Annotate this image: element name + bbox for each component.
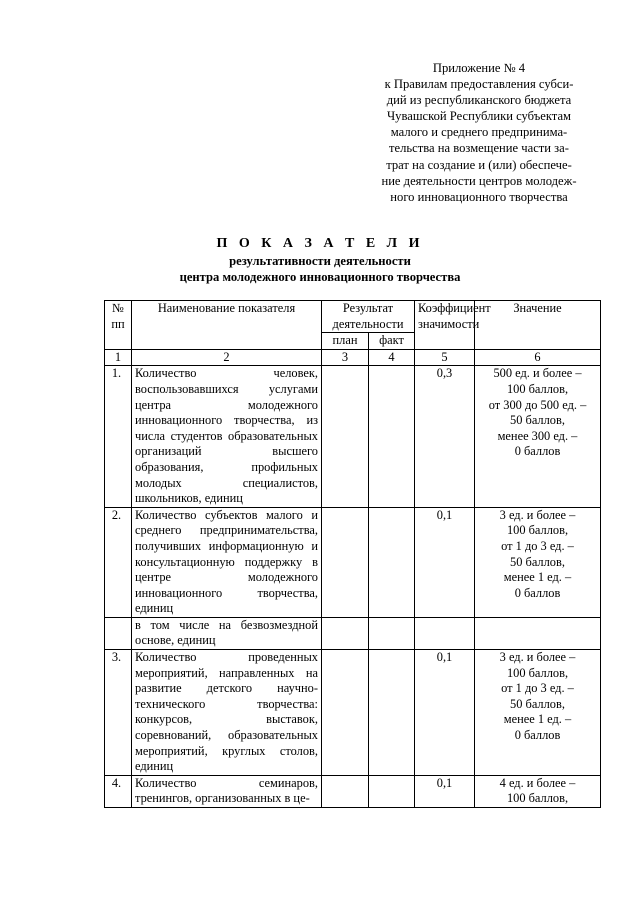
value-line: 0 баллов bbox=[514, 444, 561, 459]
header-coef: Коэффициент значимости bbox=[415, 301, 475, 350]
header-fact: факт bbox=[369, 333, 415, 350]
value-line: от 300 до 500 ед. – bbox=[488, 397, 587, 412]
value-line: 4 ед. и более – bbox=[499, 775, 576, 790]
col-number: 5 bbox=[415, 349, 475, 366]
indicator-name: в том числе на безвозмездной основе, единиц bbox=[132, 617, 322, 649]
appendix-line: к Правилам предоставления субси- bbox=[384, 77, 574, 92]
appendix-line: трат на создание и (или) обеспече- bbox=[386, 157, 572, 172]
plan-cell bbox=[322, 617, 369, 649]
table-row bbox=[105, 366, 601, 507]
plan-cell bbox=[322, 650, 369, 776]
header-row bbox=[105, 301, 601, 333]
value-cell bbox=[475, 507, 601, 617]
appendix-line: дий из республиканского бюджета bbox=[386, 93, 572, 108]
coef-cell: 0,1 bbox=[415, 507, 475, 617]
coef-cell: 0,1 bbox=[415, 650, 475, 776]
col-number: 6 bbox=[475, 349, 601, 366]
row-number: 3. bbox=[105, 650, 132, 776]
value-cell bbox=[475, 617, 601, 649]
column-number-row bbox=[105, 349, 601, 366]
fact-cell bbox=[369, 775, 415, 807]
value-line: менее 1 ед. – bbox=[503, 570, 572, 585]
value-line: 3 ед. и более – bbox=[499, 507, 576, 522]
header-num: № пп bbox=[105, 301, 132, 350]
row-number bbox=[105, 617, 132, 649]
appendix-line: тельства на возмещение части за- bbox=[389, 141, 569, 156]
col-number: 2 bbox=[132, 349, 322, 366]
appendix-text bbox=[360, 76, 598, 205]
value-line: менее 1 ед. – bbox=[503, 712, 572, 727]
col-number: 1 bbox=[105, 349, 132, 366]
fact-cell bbox=[369, 650, 415, 776]
header-name: Наименование показателя bbox=[132, 301, 322, 350]
value-line: 500 ед. и более – bbox=[493, 366, 582, 381]
plan-cell bbox=[322, 775, 369, 807]
value-line: 100 баллов, bbox=[506, 791, 569, 806]
coef-cell: 0,1 bbox=[415, 775, 475, 807]
value-cell bbox=[475, 650, 601, 776]
appendix-line: малого и среднего предпринима- bbox=[390, 125, 568, 140]
header-value: Значение bbox=[475, 301, 601, 350]
indicator-name: Количество проведенных мероприятий, направленных на развитие детского научно-технического творчества: конкурсов, выставок, соревнований, образовательных мероприятий, круглых столов, единиц bbox=[132, 650, 322, 776]
indicator-name: Количество человек, воспользовавшихся услугами центра молодежного инновационного творчества, из числа студентов образовательных организаций высшего образования, профильных молодых специалистов, школьников, единиц bbox=[132, 366, 322, 507]
col-number: 4 bbox=[369, 349, 415, 366]
row-number: 2. bbox=[105, 507, 132, 617]
value-line: 3 ед. и более – bbox=[499, 650, 576, 665]
doc-title: П О К А З А Т Е Л И bbox=[216, 236, 424, 251]
coef-cell bbox=[415, 617, 475, 649]
value-line: 100 баллов, bbox=[506, 665, 569, 680]
fact-cell bbox=[369, 507, 415, 617]
row-number: 4. bbox=[105, 775, 132, 807]
value-line: от 1 до 3 ед. – bbox=[501, 538, 574, 553]
col-number: 3 bbox=[322, 349, 369, 366]
header-plan: план bbox=[322, 333, 369, 350]
doc-subtitle: результативности деятельности bbox=[229, 254, 411, 268]
plan-cell bbox=[322, 366, 369, 507]
header-result: Результат деятельности bbox=[322, 301, 415, 333]
value-line: 0 баллов bbox=[514, 585, 561, 600]
appendix-line: Чувашской Республики субъектам bbox=[386, 109, 572, 124]
value-line: 50 баллов, bbox=[510, 554, 565, 569]
indicators-table bbox=[104, 300, 601, 808]
value-cell bbox=[475, 775, 601, 807]
value-line: менее 300 ед. – bbox=[497, 428, 578, 443]
value-line: 100 баллов, bbox=[506, 523, 569, 538]
row-number: 1. bbox=[105, 366, 132, 507]
indicator-name: Количество субъектов малого и среднего предпринимательства, получивших информационную и консультационную поддержку в центре молодежного инновационного творчества, единиц bbox=[132, 507, 322, 617]
table-row bbox=[105, 507, 601, 617]
value-cell bbox=[475, 366, 601, 507]
table-row bbox=[105, 775, 601, 807]
coef-cell: 0,3 bbox=[415, 366, 475, 507]
fact-cell bbox=[369, 617, 415, 649]
value-line: 0 баллов bbox=[514, 728, 561, 743]
doc-subtitle-2: центра молодежного инновационного творчества bbox=[179, 270, 461, 284]
plan-cell bbox=[322, 507, 369, 617]
value-line: 50 баллов, bbox=[510, 696, 565, 711]
appendix-block bbox=[360, 60, 598, 205]
fact-cell bbox=[369, 366, 415, 507]
appendix-line: ного инновационного творчества bbox=[390, 189, 568, 204]
value-line: от 1 до 3 ед. – bbox=[501, 681, 574, 696]
table-row bbox=[105, 617, 601, 649]
value-line: 100 баллов, bbox=[506, 381, 569, 396]
indicator-name: Количество семинаров, тренингов, организованных в це- bbox=[132, 775, 322, 807]
table-row bbox=[105, 650, 601, 776]
value-line: 50 баллов, bbox=[510, 413, 565, 428]
appendix-heading: Приложение № 4 bbox=[432, 61, 526, 75]
appendix-line: ние деятельности центров молодеж- bbox=[381, 173, 577, 188]
